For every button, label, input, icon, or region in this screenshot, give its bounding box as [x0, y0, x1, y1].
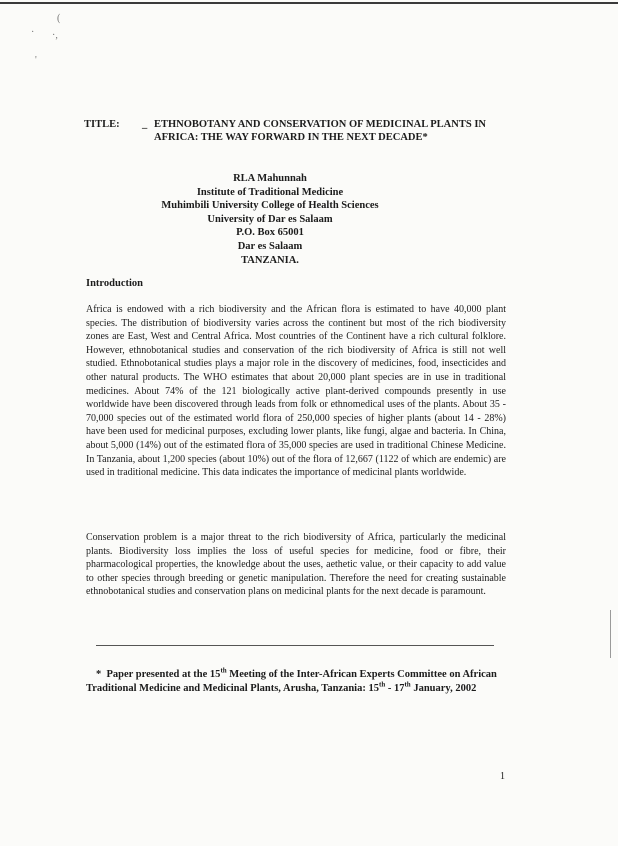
page-number: 1: [500, 771, 505, 782]
scan-speck: ': [35, 55, 37, 66]
po-box: P.O. Box 65001: [236, 227, 304, 239]
college-name: Muhimbili University College of Health Sciences: [161, 200, 379, 212]
author-address-block: [120, 172, 420, 267]
scan-speck: (: [57, 13, 61, 24]
footnote: [86, 668, 510, 696]
footnote-divider: [96, 645, 494, 646]
footnote-text-4: January, 2002: [410, 683, 477, 694]
paragraph-introduction: Africa is endowed with a rich biodiversity and the African flora is estimated to have 40,000 plant species. The distribution of biodiversity varies across the continent but most of the rich biodiversity zones are East, West and Central Africa. Most countries of the Continent have a rich cultural folklore. However, ethnobotanical studies and conservation of the rich biodiversity of Africa is still not well studied. Ethnobotanical studies plays a major role in the discovery of medicines, food, insecticides and other natural products. The WHO estimates that about 20,000 plant species are in use in traditional medicines. About 74% of the 121 biologically active plant-derived compounds presently in use worldwide have been discovered through leads from folk or ethnomedical uses of the plants. About 35 - 70,000 species out of the estimated world flora of 250,000 species of higher plants (about 14 - 28%) have been used for medicinal purposes, excluding lower plants, like fungi, algae and bacteria. In China, about 5,000 (14%) out of the estimated flora of 35,000 species are used in traditional Chinese Medicine. In Tanzania, about 1,200 species (about 10%) out of the flora of 12,667 (1122 of which are endemic) are used in traditional medicine. This data indicates the importance of medicinal plants worldwide.: [86, 304, 506, 479]
footnote-sup-2: th: [378, 680, 386, 689]
scan-edge-line: [610, 610, 611, 658]
footnote-sup-1: th: [220, 666, 227, 675]
footnote-star: *: [96, 669, 102, 680]
footnote-text-2: Meeting of the Inter-African Experts Committee on African Traditional Medicine and Medicinal Plants, Arusha, Tanzania: 15: [86, 669, 497, 694]
institute-name: Institute of Traditional Medicine: [196, 186, 344, 198]
scan-speck: ·,: [52, 30, 58, 41]
footnote-text-1: Paper presented at the 15: [106, 669, 221, 680]
city: Dar es Salaam: [237, 240, 303, 252]
scan-speck: ·: [31, 27, 35, 38]
section-heading: Introduction: [86, 278, 143, 289]
document-title: ETHNOBOTANY AND CONSERVATION OF MEDICINAL PLANTS IN AFRICA: THE WAY FORWARD IN THE NEXT DECADE*: [154, 119, 486, 143]
footnote-text-3: - 17: [385, 683, 405, 694]
scan-top-border: [0, 2, 618, 4]
author-name: RLA Mahunnah: [233, 173, 307, 184]
country: TANZANIA.: [241, 254, 299, 266]
title-dash: _: [142, 119, 148, 130]
title-label: TITLE:: [84, 119, 120, 130]
footnote-sup-3: th: [404, 680, 411, 689]
university-name: University of Dar es Salaam: [207, 213, 333, 225]
paragraph-conservation: Conservation problem is a major threat to the rich biodiversity of Africa, particularly the medicinal plants. Biodiversity loss implies the loss of useful species for medicine, food or fibre, their pharmacological properties, the knowledge about the uses, aethetic value, or their capacity to add value to other species through breeding or genetic manipulation. Therefore the need for creating sustainable ethnobotanical studies and conservation plans on medicinal plants for the next decade is paramount.: [86, 532, 506, 598]
